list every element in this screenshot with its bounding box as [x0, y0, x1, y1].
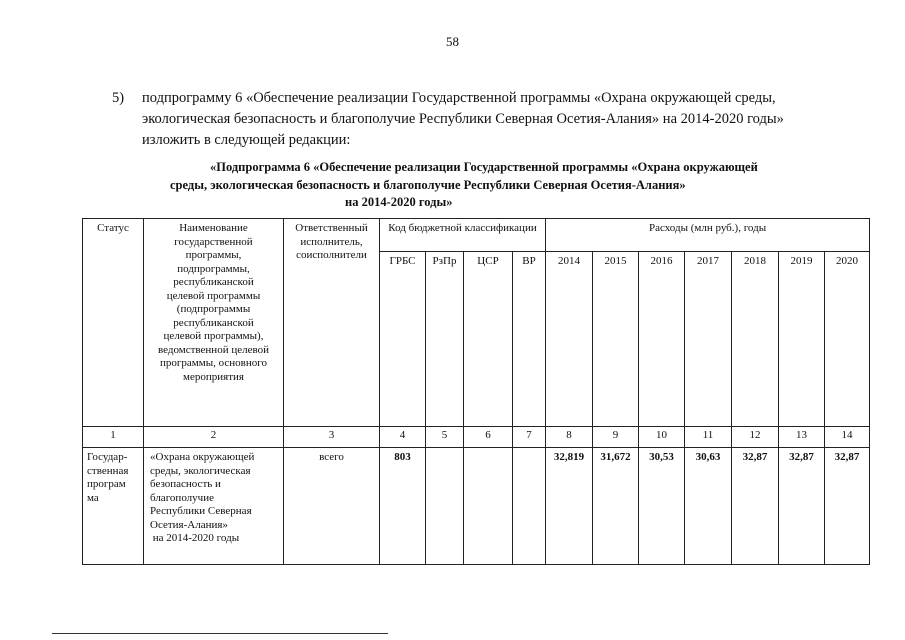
- footnote-divider: [52, 633, 388, 634]
- column-number: 5: [426, 427, 464, 448]
- header-year-2018: 2018: [732, 252, 779, 427]
- row-value-2015: 31,672: [593, 448, 639, 565]
- column-number: 3: [284, 427, 380, 448]
- subprogram-heading: [150, 159, 810, 212]
- heading-line-2: среды, экологическая безопасность и благополучие Республики Северная Осетия-Алания»: [170, 177, 686, 192]
- column-number: 1: [83, 427, 144, 448]
- column-number: 9: [593, 427, 639, 448]
- row-rzpr: [426, 448, 464, 565]
- header-name: Наименование государственной программы, подпрограммы, республиканской целевой программы (подпрограммы республиканской целевой программы), ведомственной целевой программы, основного мероприятия: [144, 219, 284, 427]
- intro-line-2: экологическая безопасность и благополучие Республики Северная Осетия-Алания» на 2014-2020 годы»: [142, 111, 784, 127]
- row-value-2017: 30,63: [685, 448, 732, 565]
- row-value-2014: 32,819: [546, 448, 593, 565]
- header-year-2014: 2014: [546, 252, 593, 427]
- column-number: 12: [732, 427, 779, 448]
- heading-line-3: на 2014-2020 годы»: [345, 195, 453, 209]
- column-number: 8: [546, 427, 593, 448]
- intro-line-3: изложить в следующей редакции:: [142, 132, 351, 148]
- row-value-2019: 32,87: [779, 448, 825, 565]
- row-grbs: 803: [380, 448, 426, 565]
- column-number: 4: [380, 427, 426, 448]
- header-vr: ВР: [513, 252, 546, 427]
- header-rzpr: РзПр: [426, 252, 464, 427]
- header-expenses: Расходы (млн руб.), годы: [546, 219, 870, 252]
- column-number: 11: [685, 427, 732, 448]
- intro-line-1: 5) подпрограмму 6 «Обеспечение реализации Государственной программы «Охрана окружающей среды,: [112, 88, 812, 109]
- header-executor: Ответственный исполнитель, соисполнители: [284, 219, 380, 427]
- subprogram-table: [82, 218, 870, 565]
- intro-paragraph: [112, 88, 812, 151]
- header-year-2020: 2020: [825, 252, 870, 427]
- row-executor: всего: [284, 448, 380, 565]
- row-name: «Охрана окружающей среды, экологическая безопасность и благополучие Республики Северная Осетия-Алания» на 2014-2020 годы: [144, 448, 284, 565]
- intro-number: 5): [112, 90, 125, 106]
- column-number: 6: [464, 427, 513, 448]
- header-status: Статус: [83, 219, 144, 427]
- column-number: 10: [639, 427, 685, 448]
- column-number: 2: [144, 427, 284, 448]
- header-year-2019: 2019: [779, 252, 825, 427]
- row-vr: [513, 448, 546, 565]
- row-csr: [464, 448, 513, 565]
- row-value-2020: 32,87: [825, 448, 870, 565]
- row-status: Государ- ственная програм ма: [83, 448, 144, 565]
- header-budget-code: Код бюджетной классификации: [380, 219, 546, 252]
- header-csr: ЦСР: [464, 252, 513, 427]
- column-number: 7: [513, 427, 546, 448]
- column-number: 13: [779, 427, 825, 448]
- heading-line-1: «Подпрограмма 6 «Обеспечение реализации Государственной программы «Охрана окружающей: [210, 160, 758, 174]
- row-value-2016: 30,53: [639, 448, 685, 565]
- header-grbs: ГРБС: [380, 252, 426, 427]
- page-number: 58: [446, 34, 459, 49]
- row-value-2018: 32,87: [732, 448, 779, 565]
- table-row: [83, 448, 870, 565]
- header-year-2017: 2017: [685, 252, 732, 427]
- header-year-2015: 2015: [593, 252, 639, 427]
- header-year-2016: 2016: [639, 252, 685, 427]
- column-number: 14: [825, 427, 870, 448]
